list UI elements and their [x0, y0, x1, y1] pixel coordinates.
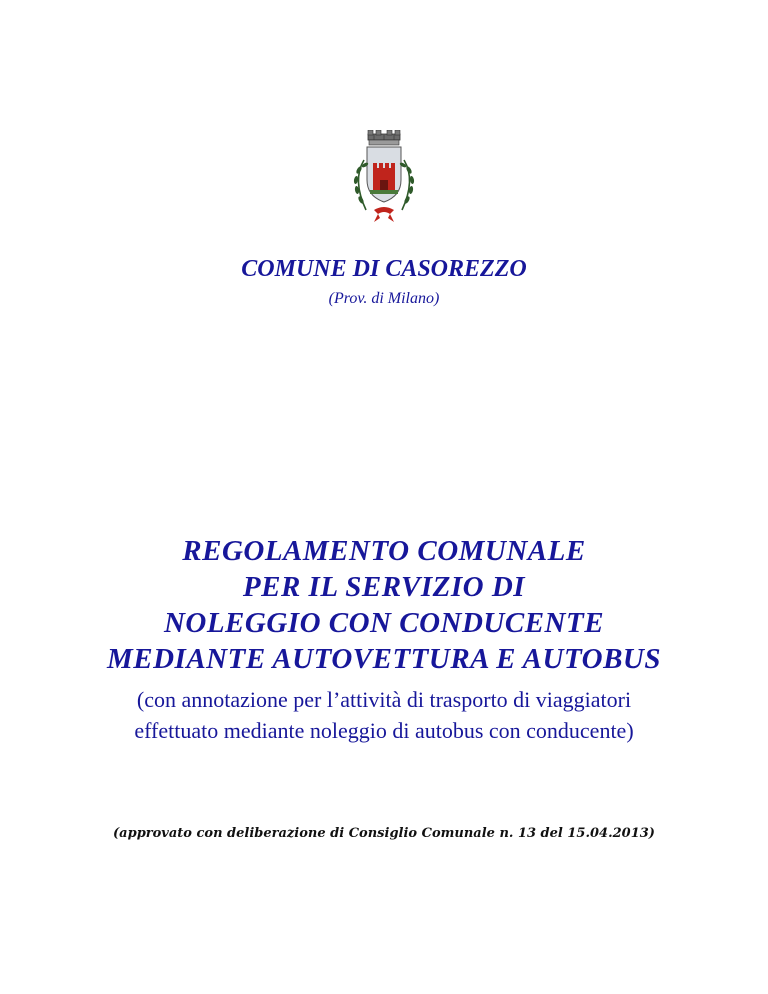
regulation-title [0, 533, 768, 677]
subtitle-line: effettuato mediante noleggio di autobus con conducente) [134, 718, 634, 743]
regulation-title-line: PER IL SERVIZIO DI [242, 571, 526, 603]
province-label: (Prov. di Milano) [328, 290, 440, 307]
municipality-name: COMUNE DI CASOREZZO [241, 256, 527, 282]
regulation-title-line: MEDIANTE AUTOVETTURA E AUTOBUS [106, 643, 662, 675]
ribbon-icon [374, 207, 394, 222]
approval-note: (approvato con deliberazione di Consiglio Comunale n. 13 del 15.04.2013) [113, 826, 655, 841]
shield-icon [367, 147, 401, 202]
regulation-subtitle [0, 684, 768, 746]
crown-icon [368, 130, 400, 145]
regulation-title-line: NOLEGGIO CON CONDUCENTE [163, 607, 605, 639]
coat-of-arms-icon [334, 130, 434, 230]
subtitle-line: (con annotazione per l’attività di trasporto di viaggiatori [136, 687, 632, 712]
regulation-title-line: REGOLAMENTO COMUNALE [182, 535, 586, 567]
